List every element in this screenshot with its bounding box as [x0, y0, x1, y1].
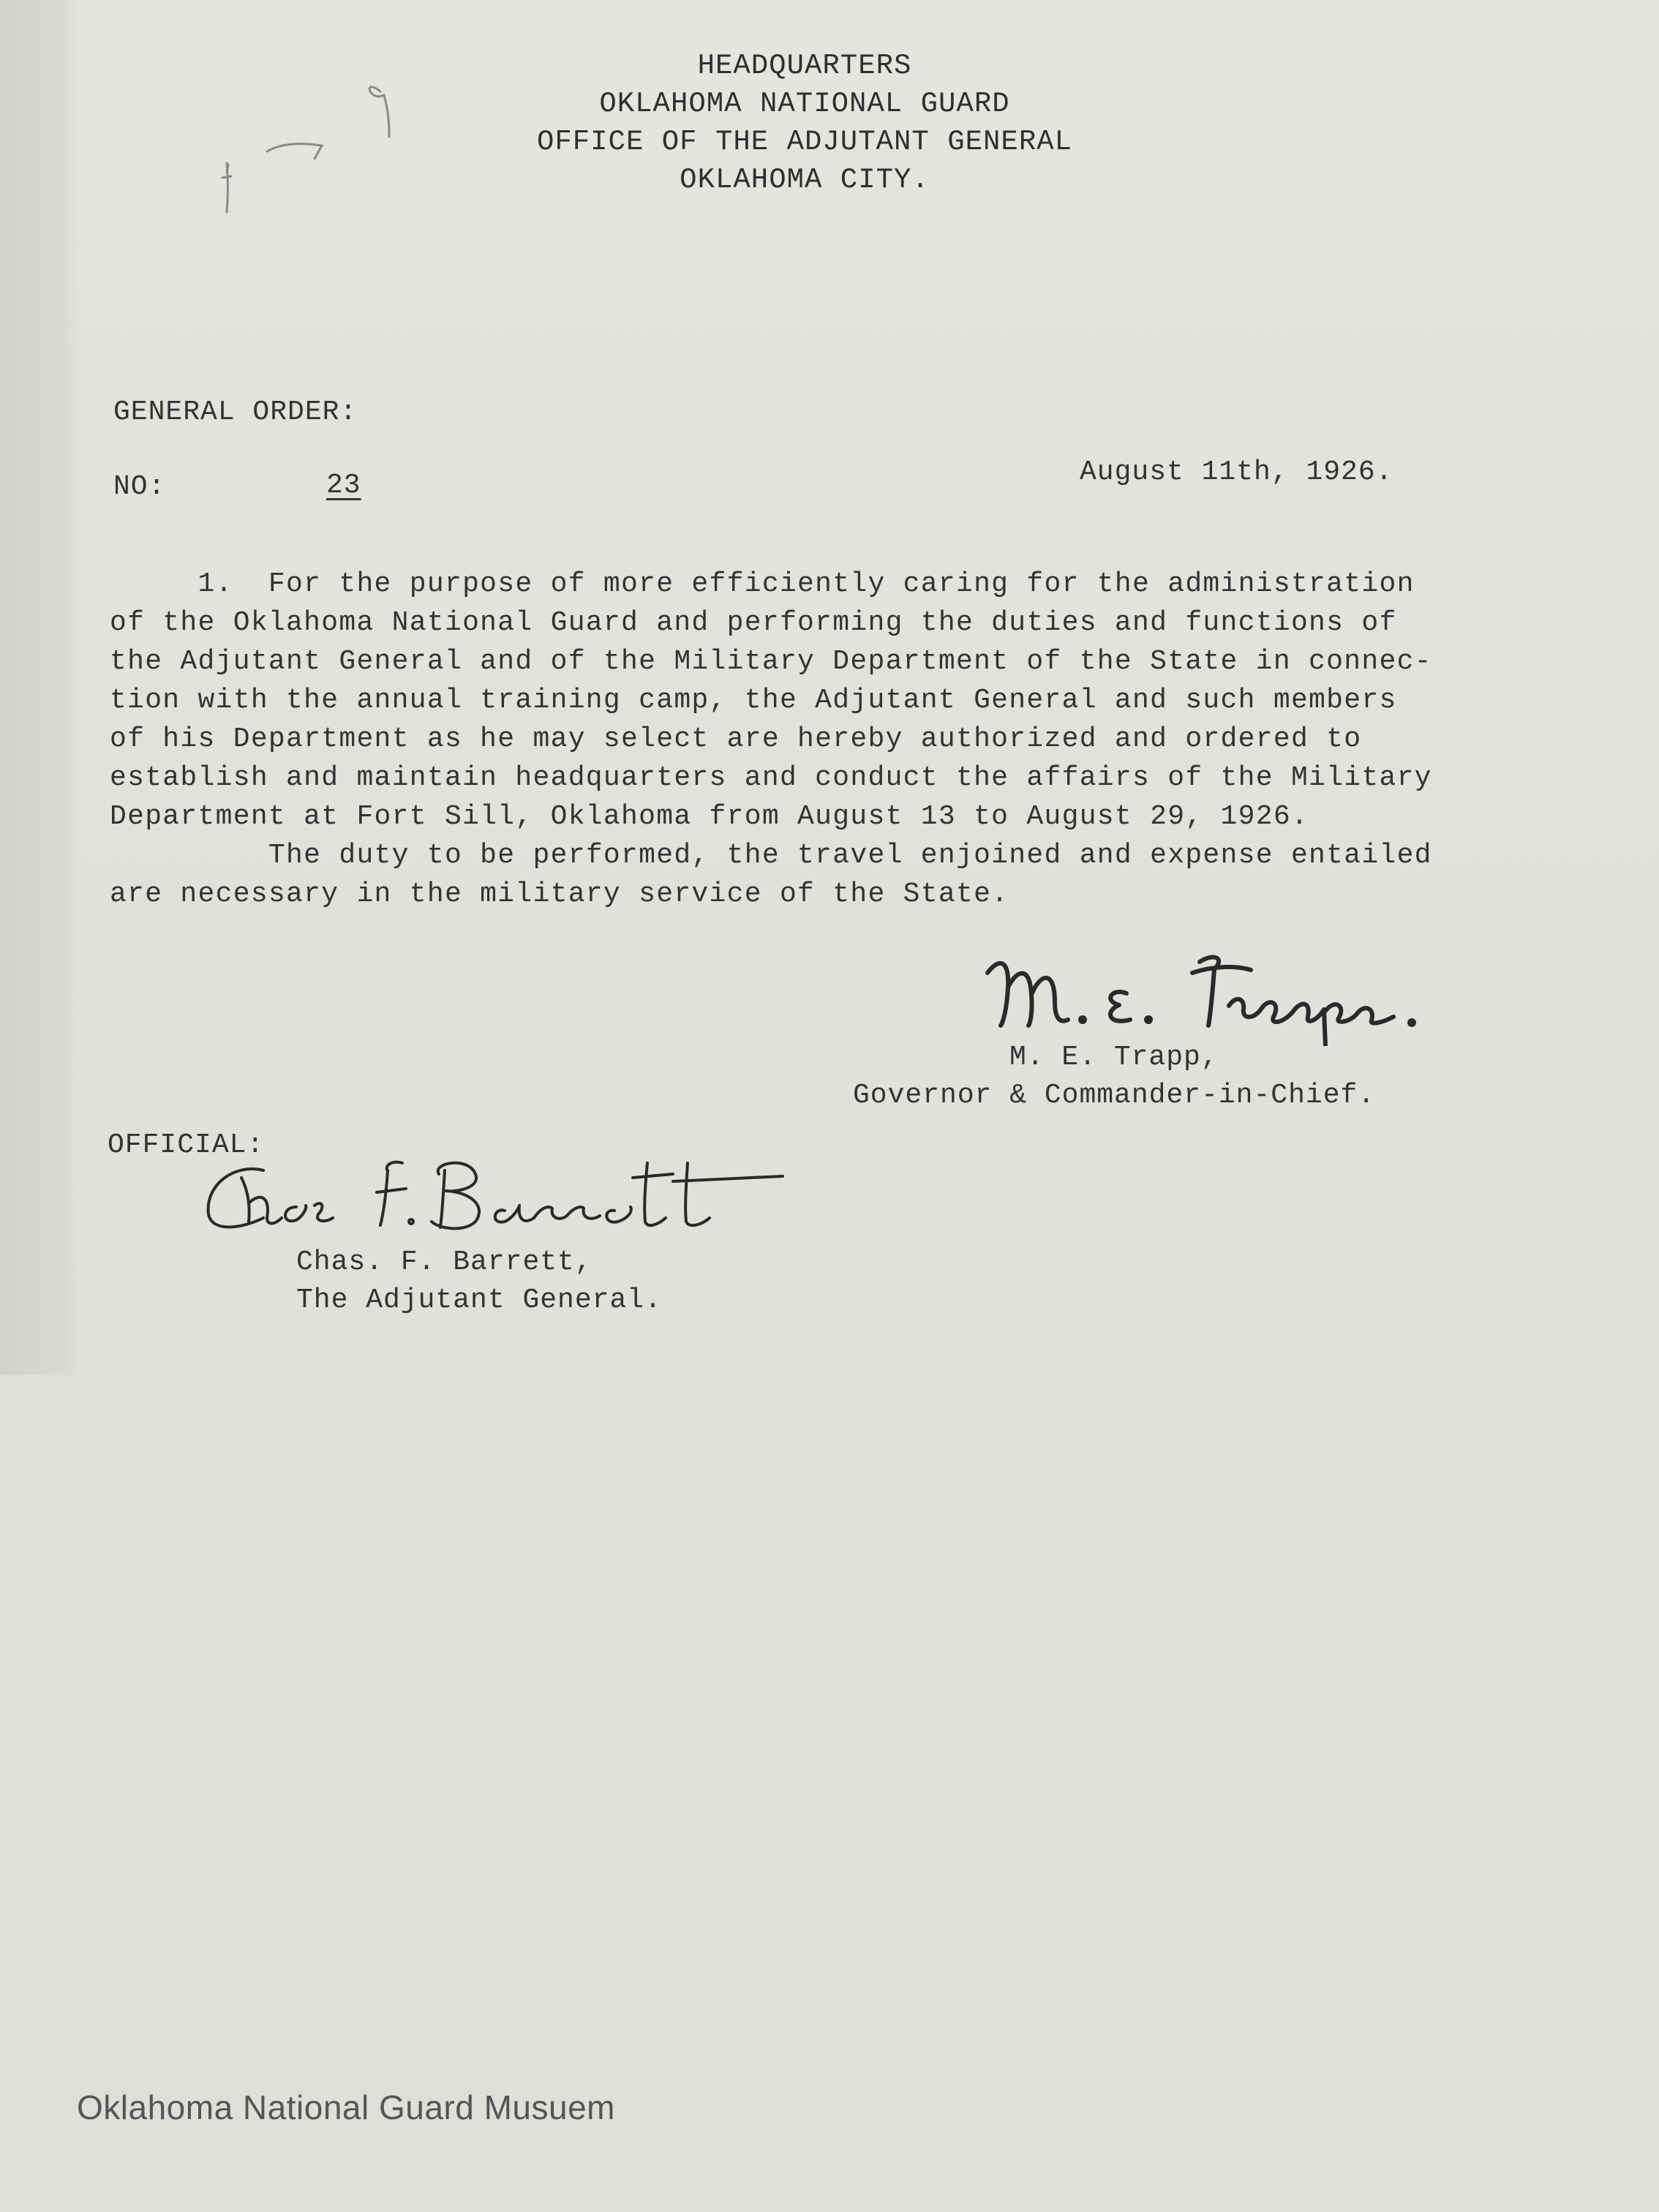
letterhead: [439, 47, 1170, 199]
letterhead-line-4: OKLAHOMA CITY.: [680, 164, 930, 196]
adjutant-title: The Adjutant General.: [296, 1284, 662, 1316]
order-number-value: 23: [326, 470, 361, 501]
governor-name: M. E. Trapp,: [1009, 1042, 1219, 1073]
museum-watermark: Oklahoma National Guard Musuem: [77, 2088, 615, 2126]
body-line: the Adjutant General and of the Military Department of the State in connec-: [110, 646, 1432, 677]
body-line: are necessary in the military service of the State.: [110, 879, 1009, 910]
letterhead-line-3: OFFICE OF THE ADJUTANT GENERAL: [536, 126, 1073, 158]
body-line: The duty to be performed, the travel enjoined and expense entailed: [110, 840, 1432, 871]
body-line: 1. For the purpose of more efficiently caring for the administration: [110, 568, 1415, 600]
letterhead-line-1: HEADQUARTERS: [697, 50, 912, 82]
pencil-annotation: [198, 69, 432, 230]
order-date: August 11th, 1926.: [1080, 456, 1393, 488]
body-line: of his Department as he may select are hereby authorized and ordered to: [110, 723, 1362, 755]
body-line: Department at Fort Sill, Oklahoma from August 13 to August 29, 1926.: [110, 801, 1309, 832]
order-body: [110, 565, 1587, 914]
letterhead-line-2: OKLAHOMA NATIONAL GUARD: [599, 88, 1010, 120]
governor-title: Governor & Commander-in-Chief.: [853, 1080, 1376, 1111]
general-order-label: GENERAL ORDER:: [113, 396, 358, 428]
order-number-label: NO:: [113, 471, 166, 503]
official-label: OFFICIAL:: [108, 1129, 265, 1161]
governor-signature: [973, 944, 1441, 1046]
body-line: tion with the annual training camp, the Adjutant General and such members: [110, 685, 1397, 716]
body-line: of the Oklahoma National Guard and performing the duties and functions of: [110, 607, 1397, 639]
body-line: establish and maintain headquarters and conduct the affairs of the Military: [110, 762, 1432, 794]
paper-edge-shadow: [0, 0, 80, 1375]
adjutant-name: Chas. F. Barrett,: [296, 1246, 592, 1278]
adjutant-signature: [198, 1148, 797, 1244]
